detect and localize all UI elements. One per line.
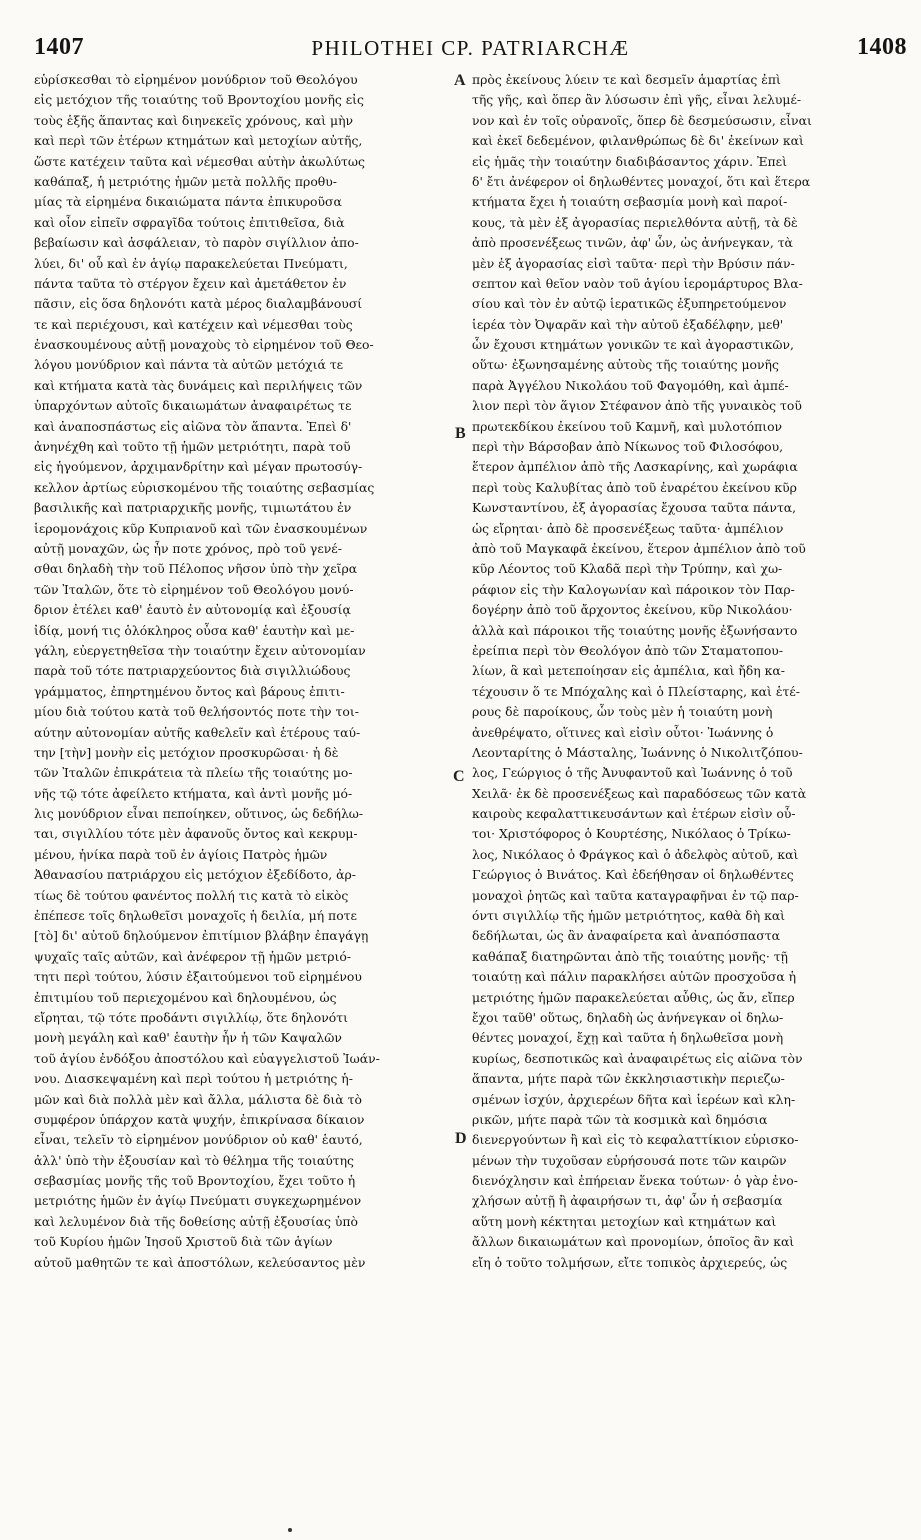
section-marker-a: A (454, 72, 466, 89)
text-line: καὶ οἷον εἰπεῖν σφραγῖδα τούτοις ἐπιτιθεῖσα, διὰ (34, 214, 345, 230)
text-line: Γεώργιος ὁ Βινάτος. Καὶ ἐδεήθησαν οἱ δηλωθέντες (472, 867, 794, 883)
text-line: σίου καὶ τὸν ἐν αὐτῷ ἱερατικῶς ἐξυπηρετούμενον (472, 296, 787, 312)
text-line: μετριότης ἡμῶν ἐν ἁγίῳ Πνεύματι συγκεχωρημένον (34, 1193, 362, 1209)
text-line: ἀνεθρέψατο, οἵτινες καὶ εἰσὶν οὗτοι· Ἰωάννης ὁ (472, 724, 774, 740)
text-line: πάντα ταῦτα τὸ στέργον ἔχειν καὶ ἀμετάθετον ἐν (34, 275, 347, 291)
text-line: τοιαύτῃ καὶ πάλιν παρακλήσει αὐτῶν προσχοῦσα ἡ (472, 969, 797, 985)
text-line: αὕτη μονὴ κέκτηται μετοχίων καὶ κτημάτων καὶ (472, 1213, 777, 1229)
text-line: λος, Γεώργιος ὁ τῆς Ἀνυφαντοῦ καὶ Ἰωάννης ὁ τοῦ (472, 765, 793, 781)
text-line: καθάπαξ διατηρῶνται ἀπὸ τῆς τοιαύτης μονῆς· τῇ (472, 948, 788, 964)
text-line: νῆς τῷ τότε ἀφείλετο κτήματα, καὶ ἀντὶ μονῆς μό- (34, 785, 353, 801)
text-line: κῦρ Λέοντος τοῦ Κλαδᾶ περὶ τὴν Τρύπην, καὶ χω- (472, 561, 783, 577)
text-line: καὶ λελυμένον διὰ τῆς δοθείσης αὐτῇ ἐξουσίας ὑπὸ (34, 1213, 358, 1229)
right-column (472, 70, 908, 1510)
text-line: τοι· Χριστόφορος ὁ Κουρτέσης, Νικόλαος ὁ Τρίκω- (472, 826, 791, 842)
text-line: νον καὶ ἐν τοῖς οὐρανοῖς, ὅπερ δὲ δεσμεύσωσιν, εἶναι (472, 112, 812, 128)
text-line: ἐπέπεσε τοῖς δηλωθεῖσι μοναχοῖς ἡ δειλία, μή ποτε (34, 908, 357, 924)
text-line: λις μονύδριον εἶναι πεποίηκεν, οὕτινος, ὡς δεδήλω- (34, 806, 364, 822)
text-line: λος, Νικόλαος ὁ Φράγκος καὶ ὁ ἀδελφὸς αὐτοῦ, καὶ (472, 846, 799, 862)
text-line: παρὰ Ἀγγέλου Νικολάου τοῦ Φαγομόθη, καὶ ἀμπέ- (472, 377, 789, 393)
text-line: τῶν Ἰταλῶν, ὅτε τὸ εἰρημένον τοῦ Θεολόγου μονύ- (34, 581, 354, 597)
text-line: λόγου μονύδριον καὶ πάντα τὰ αὐτῶν μετόχιά τε (34, 357, 344, 373)
page-number-right: 1408 (857, 34, 907, 60)
text-line: μὲν ἐξ ἀγορασίας εἰσὶ ταῦτα· περὶ τὴν Βρύσιν πάν- (472, 255, 795, 271)
text-line: νου. Διασκεψαμένη καὶ περὶ τούτου ἡ μετριότης ἡ- (34, 1071, 353, 1087)
text-line: πᾶσιν, εἰς ὅσα δηλονότι κατὰ μέρος διαλαμβάνουσί (34, 296, 363, 312)
text-line: ἀπὸ προσενέξεως τινῶν, ἀφ' ὧν, ὡς ἀνήνεγκαν, τὰ (472, 235, 793, 251)
text-line: τίως δὲ τούτου φανέντος πολλή τις κατὰ τὸ εἰκὸς (34, 887, 349, 903)
text-line: οὕτω· ἐξωνησαμένης αὐτοὺς τῆς τοιαύτης μονῆς (472, 357, 779, 373)
text-line: ὥστε κατέχειν ταῦτα καὶ νέμεσθαι αὐτὴν ἀκωλύτως (34, 153, 365, 169)
text-line: καὶ ἀναποσπάστως εἰς αἰῶνα τὸν ἅπαντα. Ἐπεὶ δ' (34, 418, 352, 434)
text-line: γάλη, εὐεργετηθεῖσα τὴν τοιαύτην ἔχειν αὐτονομίαν (34, 642, 366, 658)
text-line: ἅπαντα, μήτε παρὰ τῶν ἐκκλησιαστικὴν περιεζω- (472, 1071, 785, 1087)
text-line: ὡς εἴρηται· ἀπὸ δὲ προσενέξεως ταῦτα· ἀμπέλιον (472, 520, 784, 536)
text-line: τῆς γῆς, καὶ ὅπερ ἂν λύσωσιν ἐπὶ γῆς, εἶναι λελυμέ- (472, 92, 802, 108)
text-line: μένων τὴν τυχοῦσαν εὑρήσουσά ποτε τῶν καιρῶν (472, 1152, 787, 1168)
text-line: μῶν καὶ διὰ πολλὰ μὲν καὶ ἄλλα, μάλιστα δὲ διὰ τὸ (34, 1091, 362, 1107)
text-line: ἕτερον ἀμπέλιον ἀπὸ τῆς Λασκαρίνης, καὶ χωράφια (472, 459, 798, 475)
text-line: τοὺς ἑξῆς ἅπαντας καὶ διηνεκεῖς χρόνους, καὶ μὴν (34, 112, 354, 128)
text-line: ται, σιγιλλίου τότε μὲν ἀφανοῦς ὄντος καὶ κεκρυμ- (34, 826, 358, 842)
text-line: διενόχλησιν καὶ ἐπήρειαν ἕνεκα τούτων· ὁ γὰρ ἐνο- (472, 1173, 798, 1189)
text-line: σεβασμίας μονῆς τῆς τοῦ Βροντοχίου, ἔχει τοῦτο ἡ (34, 1173, 356, 1189)
page-header (34, 34, 907, 68)
text-line: ἀπὸ τοῦ Μαγκαφᾶ ἐκείνου, ἕτερον ἀμπέλιον ἀπὸ τοῦ (472, 540, 806, 556)
text-line: δογέρην ἀπὸ τοῦ ἄρχοντος ἐκείνου, κῦρ Νικολάου· (472, 602, 793, 618)
text-line: βασιλικῆς καὶ πατριαρχικῆς μονῆς, τιμιωτάτου ἐν (34, 500, 352, 516)
text-line: εἰς μετόχιον τῆς τοιαύτης τοῦ Βροντοχίου μονῆς εἰς (34, 92, 364, 108)
text-line: ρους δὲ παροίκους, ὧν τοὺς μὲν ἡ τοιαύτη μονὴ (472, 704, 773, 720)
text-line: εἴη ὁ τοῦτο τολμήσων, εἴτε τοπικὸς ἀρχιερεύς, ὡς (472, 1254, 788, 1270)
text-line: μοναχοὶ ῥητῶς καὶ ταῦτα καταγραφῆναι ἐν τῷ παρ- (472, 887, 799, 903)
text-line: γράμματος, ἐπηρτημένου ὄντος καὶ βάρους ἐπιτι- (34, 683, 345, 699)
text-line: βεβαίωσιν καὶ ἀσφάλειαν, τὸ παρὸν σιγίλλιον ἀπο- (34, 235, 359, 251)
text-line: ἐνασκουμένους αὐτῇ μοναχοὺς τὸ εἰρημένον τοῦ Θεο- (34, 337, 374, 353)
text-line: ἐρείπια περὶ τὸν Θεολόγον ἀπὸ τῶν Σταματοπου- (472, 642, 784, 658)
text-line: Ἀθανασίου πατριάρχου εἰς μετόχιον ἐξεδίδοτο, ἀρ- (34, 867, 356, 883)
section-marker-d: D (455, 1130, 467, 1147)
text-line: Χειλᾶ· ἐκ δὲ προσενέξεως καὶ παραδόσεως τῶν κατὰ (472, 785, 807, 801)
text-line: διενεργούντων ἢ καὶ εἰς τὸ κεφαλαττίκιον εὑρισκο- (472, 1132, 799, 1148)
text-line: μίας τὰ εἰρημένα δικαιώματα πάντα ἐπικυροῦσα (34, 194, 342, 210)
text-line: χλήσων αὐτῇ ἢ ἀφαιρήσων τι, ἀφ' ὧν ἡ σεβασμία (472, 1193, 783, 1209)
text-line: δριον ἐτέλει καθ' ἑαυτὸ ἐν αὐτονομίᾳ καὶ ἐξουσίᾳ (34, 602, 351, 618)
text-line: καὶ κτήματα κατὰ τὰς δυνάμεις καὶ περιλήψεις τῶν (34, 377, 363, 393)
text-line: συμφέρον ὑπάρχον κατὰ ψυχήν, ἐπικρίνασα δίκαιον (34, 1111, 365, 1127)
text-line: σθαι δηλαδὴ τὴν τοῦ Πέλοπος νῆσον ὑπὸ τὴν χεῖρα (34, 561, 358, 577)
footer-dot (288, 1528, 292, 1532)
text-line: δεδήλωται, ὡς ἂν ἀναφαίρετα καὶ ἀναπόσπαστα (472, 928, 780, 944)
text-line: δ' ἔτι ἀνέφερον οἱ δηλωθέντες μοναχοί, ὅτι καὶ ἕτερα (472, 173, 811, 189)
page-number-left: 1407 (34, 34, 84, 60)
text-line: την [τὴν] μονὴν εἰς μετόχιον προσκυρῶσαι· ἡ δὲ (34, 744, 339, 760)
text-line: περὶ τὴν Βάρσοβαν ἀπὸ Νίκωνος τοῦ Φιλοσόφου, (472, 439, 784, 455)
text-line: ράφιον εἰς τὴν Καλογωνίαν καὶ πάροικον τὸν Παρ- (472, 581, 795, 597)
text-line: ἀλλ' ὑπὸ τὴν ἐξουσίαν καὶ τὸ θέλημα τῆς τοιαύτης (34, 1152, 354, 1168)
text-line: πρὸς ἐκείνους λύειν τε καὶ δεσμεῖν ἁμαρτίας ἐπὶ (472, 72, 781, 87)
text-line: τέχουσιν ὅ τε Μπόχαλης καὶ ὁ Πλείσταρης, καὶ ἑτέ- (472, 683, 800, 699)
text-line: ἀλλὰ καὶ πάροικοι τῆς τοιαύτης μονῆς ἐξωνήσαντο (472, 622, 798, 638)
text-line: αὐτοῦ μαθητῶν τε καὶ ἀποστόλων, κελεύσαντος μὲν (34, 1254, 366, 1270)
text-line: ἰδίᾳ, μονή τις ὁλόκληρος οὖσα καθ' ἑαυτὴν καὶ με- (34, 622, 355, 638)
text-line: καιροὺς κεφαλαττικευσάντων καὶ ἑτέρων εἰσὶν οὗ- (472, 806, 796, 822)
text-line: ὑπαρχόντων αὐτοῖς δικαιωμάτων ἀναφαιρέτως τε (34, 398, 352, 414)
text-line: κτήματα ἔχει ἡ τοιαύτη σεβασμία μονὴ καὶ παροί- (472, 194, 788, 210)
text-line: ὧν ἔχουσι κτημάτων γονικῶν τε καὶ ἀγοραστικῶν, (472, 337, 794, 353)
text-line: κυρίως, δεσποτικῶς καὶ ἀναφαιρέτως εἰς αἰῶνα τὸν (472, 1050, 803, 1066)
text-line: σεπτον καὶ θεῖον ναὸν τοῦ ἁγίου ἱερομάρτυρος Βλα- (472, 275, 803, 291)
text-line: ἐπιτιμίου τοῦ περιεχομένου καὶ δηλουμένου, ὡς (34, 989, 337, 1005)
text-line: ἔχοι ταῦθ' οὕτως, δηλαδὴ ὡς ἀνήνεγκαν οἱ δηλω- (472, 1009, 784, 1025)
text-line: καὶ ἐκεῖ δεδεμένον, φιλανθρώπως δὲ δι' ἐκείνων καὶ (472, 133, 804, 149)
section-marker-b: B (455, 425, 466, 442)
text-line: ἄλλων δικαιωμάτων καὶ προνομίων, ὁποῖος ἂν καὶ (472, 1234, 795, 1250)
text-line: κους, τὰ μὲν ἐξ ἀγορασίας περιελθόντα αὐτῇ, τὰ δὲ (472, 214, 798, 230)
text-line: καὶ περὶ τῶν ἑτέρων κτημάτων καὶ μετοχίων αὐτῆς, (34, 133, 363, 149)
text-line: [τὸ] δι' αὐτοῦ δηλούμενον ἐπιτίμιον βλάβην ἐπαγάγῃ (34, 928, 369, 944)
text-line: μίου διὰ τούτου κατὰ τοῦ θελήσοντός ποτε τὴν τοι- (34, 704, 359, 720)
text-line: Κωνσταντίνου, ἐξ ἀγορασίας ἔχουσα ταῦτα πάντα, (472, 500, 797, 516)
text-line: πρωτεκδίκου ἐκείνου τοῦ Καμνῆ, καὶ μυλοτόπιον (472, 418, 783, 434)
text-line: περὶ τοὺς Καλυβίτας ἀπὸ τοῦ ἐναρέτου ἐκείνου κῦρ (472, 479, 797, 495)
text-line: κελλον ἀρτίως εὑρισκομένου τῆς τοιαύτης σεβασμίας (34, 479, 375, 495)
text-line: αύτην αὐτονομίαν αὐτῆς καθελεῖν καὶ ἑτέρους ταύ- (34, 724, 361, 740)
text-line: εὑρίσκεσθαι τὸ εἰρημένον μονύδριον τοῦ Θεολόγου (34, 72, 358, 87)
text-line: καθάπαξ, ἡ μετριότης ἡμῶν μετὰ πολλῆς προθυ- (34, 173, 337, 189)
text-line: θέντες μοναχοί, ἔχῃ καὶ ταῦτα ἡ δηλωθεῖσα μονὴ (472, 1030, 784, 1046)
text-line: λίων, ἃ καὶ μετεποίησαν εἰς ἀμπέλια, καὶ ἤδη κα- (472, 663, 785, 679)
text-line: εἶναι, τελεῖν τὸ εἰρημένον μονύδριον οὐ καθ' ἑαυτό, (34, 1132, 363, 1148)
text-line: τῶν Ἰταλῶν ἐπικράτεια τὰ πλείω τῆς τοιαύτης μο- (34, 765, 353, 781)
text-line: Λεονταρίτης ὁ Μάσταλης, Ἰωάννης ὁ Νικολιτζόπου- (472, 744, 803, 760)
text-line: μετριότης ἡμῶν παρακελεύεται αὖθις, ὡς ἄν, εἴπερ (472, 989, 795, 1005)
text-line: ἱερομονάχοις κῦρ Κυπριανοῦ καὶ τῶν ἐνασκουμένων (34, 520, 368, 536)
text-line: αὐτῇ μοναχῶν, ὡς ἦν ποτε χρόνος, πρὸ τοῦ γενέ- (34, 540, 342, 556)
text-line: ἀνηνέχθη καὶ τοῦτο τῇ ἡμῶν μετριότητι, παρὰ τοῦ (34, 439, 351, 455)
text-line: μονὴ μεγάλη καὶ καθ' ἑαυτὴν ἦν ἡ τῶν Καψαλῶν (34, 1030, 342, 1046)
section-marker-c: C (453, 768, 465, 785)
text-line: παρὰ τοῦ τότε πατριαρχεύοντος διὰ σιγιλλιώδους (34, 663, 351, 679)
text-line: εἰς ἡγούμενον, ἀρχιμανδρίτην καὶ μέγαν πρωτοσύγ- (34, 459, 363, 475)
text-line: μένου, ἡνίκα παρὰ τοῦ ἐν ἁγίοις Πατρὸς ἡμῶν (34, 846, 328, 862)
text-line: λύει, δι' οὗ καὶ ἐν ἁγίῳ παρακελεύεται Πνεύματι, (34, 255, 348, 271)
left-column (34, 70, 453, 1510)
text-line: τοῦ Κυρίου ἡμῶν Ἰησοῦ Χριστοῦ διὰ τῶν ἁγίων (34, 1234, 333, 1250)
text-line: εἰς ἡμᾶς τὴν τοιαύτην διαδιβάσαντος χάριν. Ἐπεὶ (472, 153, 787, 169)
text-line: ψυχαῖς ταῖς αὐτῶν, καὶ ἀνέφερον τῇ ἡμῶν μετριό- (34, 948, 352, 964)
text-line: τε καὶ περιέχουσι, καὶ κατέχειν καὶ νέμεσθαι τοὺς (34, 316, 353, 332)
text-line: εἴρηται, τῷ τότε προδάντι σιγιλλίῳ, ὅτε δηλονότι (34, 1009, 348, 1025)
text-line: ἱερέα τὸν Ὀψαρᾶν καὶ τὴν αὐτοῦ ἐξαδέλφην, μεθ' (472, 316, 784, 332)
text-line: τοῦ ἁγίου ἐνδόξου ἀποστόλου καὶ εὐαγγελιστοῦ Ἰωάν- (34, 1050, 380, 1066)
running-title: PHILOTHEI CP. PATRIARCHÆ (311, 36, 630, 60)
text-line: τητι περὶ τούτου, λύσιν ἐξαιτούμενοι τοῦ εἰρημένου (34, 969, 362, 985)
text-line: λιον περὶ τὸν ἅγιον Στέφανον ἀπὸ τῆς γυναικὸς τοῦ (472, 398, 802, 414)
text-line: όντι σιγιλλίῳ τῆς ἡμῶν μετριότητος, καθὰ δὴ καὶ (472, 908, 786, 924)
text-line: ρικῶν, μήτε παρὰ τῶν τὰ κοσμικὰ καὶ δημόσια (472, 1111, 768, 1127)
text-line: σμένων ἰσχύν, ἀρχιερέων δῆτα καὶ ἱερέων καὶ κλη- (472, 1091, 796, 1107)
